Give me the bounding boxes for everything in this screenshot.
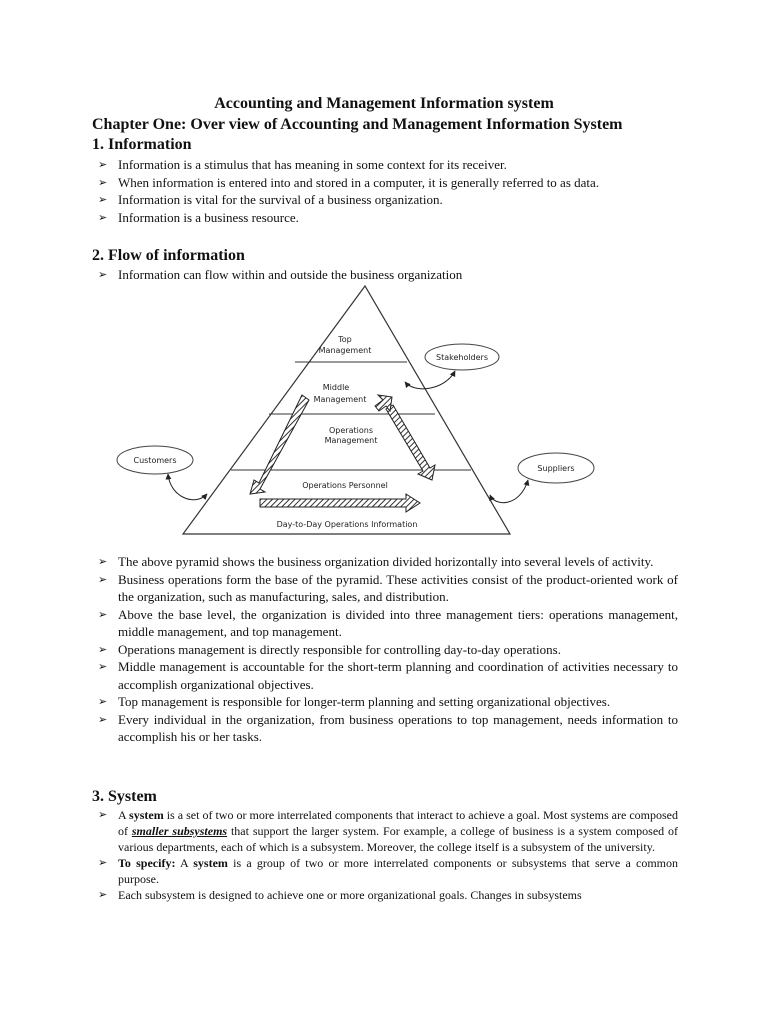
customers-label: Customers (133, 456, 177, 465)
emphasized-text: system (193, 856, 228, 870)
tier-label-operations: Management (324, 436, 378, 445)
arrow-bullet-icon: ➢ (98, 158, 108, 171)
suppliers-connector (490, 480, 528, 503)
list-item: ➢ Information can flow within and outside the business organization (98, 267, 463, 282)
emphasized-text: To specify: (118, 856, 176, 870)
tier-label-operations: Operations (329, 426, 373, 435)
pyramid-outline (183, 286, 510, 534)
arrow-bullet-icon: ➢ (98, 712, 108, 726)
body-text: that support the larger system. For example, a college of business is a system composed of various departments, each of which is a subsystem. Moreover, the college itself is a subsystem of the university. (118, 824, 679, 854)
pyramid-explanation-list (96, 553, 678, 746)
arrow-bullet-icon: ➢ (98, 210, 108, 224)
body-text: is a set of two or more interrelated components that interact to achieve a goal. Most systems are composed of (118, 808, 678, 838)
arrow-bullet-icon: ➢ (98, 660, 108, 673)
arrow-bullet-icon: ➢ (98, 642, 108, 656)
arrow-bullet-icon: ➢ (98, 555, 108, 568)
arrow-bullet-icon: ➢ (98, 888, 108, 901)
flow-bullet-list (96, 266, 678, 284)
list-item: ➢ Top management is responsible for longer-term planning and setting organizational objectives. (98, 694, 611, 709)
system-bullet-list (96, 807, 678, 903)
body-text: A (175, 856, 194, 870)
list-item: ➢ Information is a stimulus that has meaning in some context for its receiver. (98, 157, 507, 172)
tier-label-personnel: Operations Personnel (302, 481, 388, 490)
list-item (96, 887, 678, 903)
section-heading-information: 1. Information (92, 136, 192, 153)
emphasized-text: system (129, 808, 164, 822)
list-item: ➢ The above pyramid shows the business organization divided horizontally into several levels of activity. (98, 554, 654, 569)
arrow-bullet-icon: ➢ (98, 607, 108, 621)
organization-pyramid-diagram (110, 282, 640, 544)
arrow-bullet-icon: ➢ (98, 572, 108, 586)
tier-label-base: Day-to-Day Operations Information (276, 520, 418, 529)
tier-label-top: Management (318, 346, 372, 355)
customers-connector (168, 474, 207, 500)
arrow-bullet-icon: ➢ (98, 808, 108, 821)
document-title: Accounting and Management Information system (214, 95, 554, 112)
section-heading-system: 3. System (92, 788, 157, 805)
section-heading-flow-of-information: 2. Flow of information (92, 247, 245, 264)
stakeholders-label: Stakeholders (435, 353, 489, 362)
list-item: ➢ Information is vital for the survival of a business organization. (98, 192, 443, 207)
list-item: ➢ Above the base level, the organization is divided into three management tiers: operations management, middle management, and top management. (98, 606, 678, 639)
list-item (96, 855, 678, 887)
body-text: is a group of two or more interrelated components or subsystems that serve a common purpose. (118, 856, 679, 886)
list-item: ➢ Every individual in the organization, from business operations to top management, needs information to accomplish his or her tasks. (98, 711, 678, 744)
arrow-bullet-icon: ➢ (98, 193, 108, 206)
list-item: ➢ Middle management is accountable for the short-term planning and coordination of activities necessary to accomplish organizational objectives. (98, 659, 678, 692)
arrow-bullet-icon: ➢ (98, 175, 108, 189)
tier-label-top: Top (338, 335, 352, 344)
tier-label-middle: Management (313, 395, 367, 404)
list-item: ➢ Business operations form the base of the pyramid. These activities consist of the product-oriented work of the organization, such as manufacturing, sales, and distribution. (98, 571, 678, 604)
suppliers-label: Suppliers (537, 464, 575, 473)
emphasized-text: smaller subsystems (131, 824, 228, 838)
list-item (96, 807, 678, 855)
arrow-bullet-icon: ➢ (98, 695, 108, 708)
information-bullet-list (96, 156, 678, 226)
list-item: ➢ Information is a business resource. (98, 209, 299, 225)
list-item: ➢ When information is entered into and stored in a computer, it is generally referred to as data. (98, 174, 600, 190)
list-item: ➢ Operations management is directly responsible for controlling day-to-day operations. (98, 641, 561, 657)
arrow-bullet-icon: ➢ (98, 856, 108, 869)
body-text: A (118, 808, 130, 822)
body-text: Each subsystem is designed to achieve one or more organizational goals. Changes in subsystems (118, 888, 582, 902)
arrow-bullet-icon: ➢ (98, 268, 108, 281)
tier-label-middle: Middle (322, 383, 350, 392)
chapter-title: Chapter One: Over view of Accounting and Management Information System (92, 116, 623, 133)
